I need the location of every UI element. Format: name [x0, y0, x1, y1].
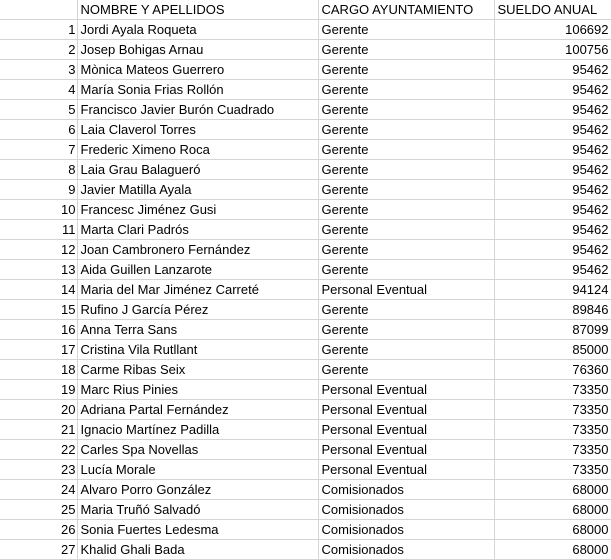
cargo-cell[interactable]: Gerente [318, 120, 494, 140]
name-cell[interactable]: Laia Grau Balagueró [77, 160, 318, 180]
row-index-cell[interactable]: 17 [0, 340, 77, 360]
cargo-cell[interactable]: Personal Eventual [318, 280, 494, 300]
name-cell[interactable]: Alvaro Porro González [77, 480, 318, 500]
cargo-cell[interactable]: Personal Eventual [318, 460, 494, 480]
table-row [0, 340, 611, 360]
table-row [0, 500, 611, 520]
table-row [0, 280, 611, 300]
header-cell-sueldo[interactable]: SUELDO ANUAL [494, 0, 611, 20]
row-index-cell[interactable]: 12 [0, 240, 77, 260]
name-cell[interactable]: Josep Bohigas Arnau [77, 40, 318, 60]
row-index-cell[interactable]: 15 [0, 300, 77, 320]
sueldo-cell[interactable]: 100756 [494, 40, 611, 60]
table-row [0, 60, 611, 80]
row-index-cell[interactable]: 26 [0, 520, 77, 540]
name-cell[interactable]: Francisco Javier Burón Cuadrado [77, 100, 318, 120]
row-index-cell[interactable]: 8 [0, 160, 77, 180]
table-row [0, 520, 611, 540]
table-row [0, 440, 611, 460]
name-cell[interactable]: Frederic Ximeno Roca [77, 140, 318, 160]
name-cell[interactable]: Joan Cambronero Fernández [77, 240, 318, 260]
row-index-cell[interactable]: 19 [0, 380, 77, 400]
row-index-cell[interactable]: 23 [0, 460, 77, 480]
name-cell[interactable]: Carme Ribas Seix [77, 360, 318, 380]
cargo-cell[interactable]: Personal Eventual [318, 440, 494, 460]
table-row [0, 200, 611, 220]
sueldo-cell[interactable]: 106692 [494, 20, 611, 40]
table-row [0, 80, 611, 100]
table-row [0, 460, 611, 480]
row-index-cell[interactable]: 24 [0, 480, 77, 500]
row-index-cell[interactable]: 9 [0, 180, 77, 200]
row-index-cell[interactable]: 22 [0, 440, 77, 460]
table-row [0, 420, 611, 440]
name-cell[interactable]: Maria Truñó Salvadó [77, 500, 318, 520]
name-cell[interactable]: Ignacio Martínez Padilla [77, 420, 318, 440]
table-row [0, 40, 611, 60]
cargo-cell[interactable]: Comisionados [318, 480, 494, 500]
cargo-cell[interactable]: Gerente [318, 200, 494, 220]
name-cell[interactable]: Jordi Ayala Roqueta [77, 20, 318, 40]
sueldo-cell[interactable]: 95462 [494, 100, 611, 120]
cargo-cell[interactable]: Gerente [318, 320, 494, 340]
row-index-cell[interactable]: 6 [0, 120, 77, 140]
cargo-cell[interactable]: Personal Eventual [318, 420, 494, 440]
cargo-cell[interactable]: Gerente [318, 20, 494, 40]
cargo-cell[interactable]: Gerente [318, 220, 494, 240]
header-cell-index[interactable] [0, 0, 77, 20]
sueldo-cell[interactable]: 94124 [494, 280, 611, 300]
row-index-cell[interactable]: 25 [0, 500, 77, 520]
row-index-cell[interactable]: 5 [0, 100, 77, 120]
table-row [0, 20, 611, 40]
row-index-cell[interactable]: 16 [0, 320, 77, 340]
cargo-cell[interactable]: Gerente [318, 140, 494, 160]
cargo-cell[interactable]: Gerente [318, 300, 494, 320]
row-index-cell[interactable]: 10 [0, 200, 77, 220]
cargo-cell[interactable]: Gerente [318, 240, 494, 260]
header-row [0, 0, 611, 20]
row-index-cell[interactable]: 13 [0, 260, 77, 280]
row-index-cell[interactable]: 11 [0, 220, 77, 240]
name-cell[interactable]: Lucía Morale [77, 460, 318, 480]
header-cell-cargo[interactable]: CARGO AYUNTAMIENTO [318, 0, 494, 20]
cargo-cell[interactable]: Gerente [318, 340, 494, 360]
cargo-cell[interactable]: Comisionados [318, 540, 494, 560]
table-row [0, 100, 611, 120]
sueldo-cell[interactable]: 95462 [494, 60, 611, 80]
name-cell[interactable]: Aida Guillen Lanzarote [77, 260, 318, 280]
row-index-cell[interactable]: 4 [0, 80, 77, 100]
table-row [0, 360, 611, 380]
cargo-cell[interactable]: Comisionados [318, 500, 494, 520]
name-cell[interactable]: María Sonia Frias Rollón [77, 80, 318, 100]
table-row [0, 300, 611, 320]
cargo-cell[interactable]: Gerente [318, 60, 494, 80]
sueldo-cell[interactable]: 73350 [494, 400, 611, 420]
cargo-cell[interactable]: Personal Eventual [318, 400, 494, 420]
name-cell[interactable]: Cristina Vila Rutllant [77, 340, 318, 360]
name-cell[interactable]: Carles Spa Novellas [77, 440, 318, 460]
table-row [0, 380, 611, 400]
sueldo-cell[interactable]: 95462 [494, 260, 611, 280]
name-cell[interactable]: Sonia Fuertes Ledesma [77, 520, 318, 540]
cargo-cell[interactable]: Gerente [318, 180, 494, 200]
name-cell[interactable]: Rufino J García Pérez [77, 300, 318, 320]
name-cell[interactable]: Khalid Ghali Bada [77, 540, 318, 560]
cargo-cell[interactable]: Gerente [318, 260, 494, 280]
sueldo-cell[interactable]: 73350 [494, 420, 611, 440]
sueldo-cell[interactable]: 95462 [494, 220, 611, 240]
sueldo-cell[interactable]: 68000 [494, 500, 611, 520]
cargo-cell[interactable]: Personal Eventual [318, 380, 494, 400]
row-index-cell[interactable]: 20 [0, 400, 77, 420]
table-row [0, 140, 611, 160]
row-index-cell[interactable]: 1 [0, 20, 77, 40]
sueldo-cell[interactable]: 95462 [494, 200, 611, 220]
sueldo-cell[interactable]: 73350 [494, 380, 611, 400]
name-cell[interactable]: Francesc Jiménez Gusi [77, 200, 318, 220]
table-row [0, 220, 611, 240]
cargo-cell[interactable]: Comisionados [318, 520, 494, 540]
row-index-cell[interactable]: 2 [0, 40, 77, 60]
row-index-cell[interactable]: 3 [0, 60, 77, 80]
sueldo-cell[interactable]: 95462 [494, 80, 611, 100]
row-index-cell[interactable]: 14 [0, 280, 77, 300]
table-row [0, 480, 611, 500]
sueldo-cell[interactable]: 87099 [494, 320, 611, 340]
name-cell[interactable]: Adriana Partal Fernández [77, 400, 318, 420]
sueldo-cell[interactable]: 85000 [494, 340, 611, 360]
sueldo-cell[interactable]: 73350 [494, 440, 611, 460]
name-cell[interactable]: Anna Terra Sans [77, 320, 318, 340]
header-cell-nombre[interactable]: NOMBRE Y APELLIDOS [77, 0, 318, 20]
name-cell[interactable]: Laia Claverol Torres [77, 120, 318, 140]
name-cell[interactable]: Marta Clari Padrós [77, 220, 318, 240]
table-row [0, 260, 611, 280]
cargo-cell[interactable]: Gerente [318, 80, 494, 100]
table-row [0, 240, 611, 260]
sueldo-cell[interactable]: 68000 [494, 480, 611, 500]
name-cell[interactable]: Mònica Mateos Guerrero [77, 60, 318, 80]
table-row [0, 540, 611, 560]
sueldo-cell[interactable]: 95462 [494, 140, 611, 160]
sueldo-cell[interactable]: 68000 [494, 520, 611, 540]
sueldo-cell[interactable]: 95462 [494, 240, 611, 260]
sueldo-cell[interactable]: 68000 [494, 540, 611, 560]
name-cell[interactable]: Javier Matilla Ayala [77, 180, 318, 200]
cargo-cell[interactable]: Gerente [318, 160, 494, 180]
sueldo-cell[interactable]: 95462 [494, 160, 611, 180]
cargo-cell[interactable]: Gerente [318, 40, 494, 60]
row-index-cell[interactable]: 27 [0, 540, 77, 560]
sueldo-cell[interactable]: 95462 [494, 180, 611, 200]
table-row [0, 320, 611, 340]
table-row [0, 120, 611, 140]
name-cell[interactable]: Maria del Mar Jiménez Carreté [77, 280, 318, 300]
name-cell[interactable]: Marc Rius Pinies [77, 380, 318, 400]
cargo-cell[interactable]: Gerente [318, 360, 494, 380]
cargo-cell[interactable]: Gerente [318, 100, 494, 120]
sueldo-cell[interactable]: 73350 [494, 460, 611, 480]
sueldo-cell[interactable]: 89846 [494, 300, 611, 320]
table-row [0, 180, 611, 200]
row-index-cell[interactable]: 18 [0, 360, 77, 380]
row-index-cell[interactable]: 7 [0, 140, 77, 160]
table-row [0, 160, 611, 180]
sueldo-cell[interactable]: 95462 [494, 120, 611, 140]
sueldo-cell[interactable]: 76360 [494, 360, 611, 380]
row-index-cell[interactable]: 21 [0, 420, 77, 440]
table-row [0, 400, 611, 420]
